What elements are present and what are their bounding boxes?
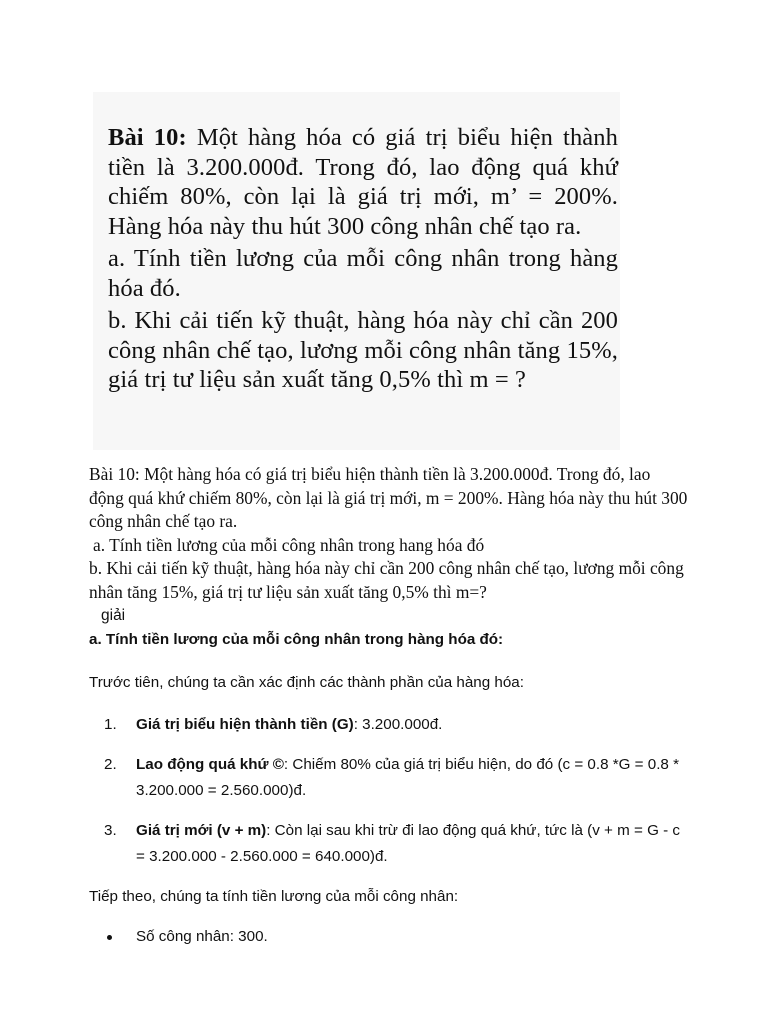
bullet-list <box>89 924 689 950</box>
list-item <box>89 818 689 870</box>
typed-problem <box>89 463 689 627</box>
list-text: : Chiếm 80% của giá trị biểu hiện, do đó (c = 0.8 *G = 0.8 * 3.200.000 = 2.560.000)đ. <box>136 756 680 799</box>
problem-part-b: b. Khi cải tiến kỹ thuật, hàng hóa này chỉ cần 200 công nhân chế tạo, lương mỗi công nhân tăng 15%, giá trị tư liệu sản xuất tăng 0,5% thì m = ? <box>108 307 618 393</box>
list-term: Giá trị biểu hiện thành tiền (G) <box>136 716 354 733</box>
problem-body: Một hàng hóa có giá trị biểu hiện thành tiền là 3.200.000đ. Trong đó, lao động quá khứ chiếm 80%, còn lại là giá trị mới, m’ = 200%. Hàng hóa này thu hút 300 công nhân chế tạo ra. <box>108 124 618 240</box>
solution-intro: Trước tiên, chúng ta cần xác định các thành phần của hàng hóa: <box>89 674 524 691</box>
list-item <box>89 752 689 804</box>
list-number: 1. <box>104 716 117 733</box>
problem-title: Bài 10: <box>108 124 187 151</box>
component-list <box>89 712 689 870</box>
solution-label: giải <box>101 606 126 624</box>
typed-part-a: a. Tính tiền lương của mỗi công nhân trong hang hóa đó <box>93 534 485 555</box>
bullet-text: Số công nhân: 300. <box>136 928 268 945</box>
list-term: Giá trị mới (v + m) <box>136 822 267 839</box>
typed-part-b: b. Khi cải tiến kỹ thuật, hàng hóa này chỉ cần 200 công nhân chế tạo, lương mỗi công nhân tăng 15%, giá trị tư liệu sản xuất tăng 0,5% thì m=? <box>89 558 684 602</box>
problem-part-a: a. Tính tiền lương của mỗi công nhân trong hàng hóa đó. <box>108 245 618 302</box>
list-number: 2. <box>104 756 117 773</box>
list-item <box>89 712 689 738</box>
typed-statement: Bài 10: Một hàng hóa có giá trị biểu hiện thành tiền là 3.200.000đ. Trong đó, lao động quá khứ chiếm 80%, còn lại là giá trị mới, m = 200%. Hàng hóa này thu hút 300 công nhân chế tạo ra. <box>89 464 688 532</box>
list-number: 3. <box>104 822 117 839</box>
solution <box>89 627 689 950</box>
problem-statement <box>108 123 618 241</box>
bullet-item <box>89 924 689 950</box>
bullet-dot-icon <box>107 935 112 940</box>
solution-next: Tiếp theo, chúng ta tính tiền lương của mỗi công nhân: <box>89 888 459 905</box>
problem-image-text <box>108 123 618 398</box>
solution-heading: a. Tính tiền lương của mỗi công nhân trong hàng hóa đó: <box>89 631 504 648</box>
list-term: Lao động quá khứ © <box>136 756 284 773</box>
list-text: : 3.200.000đ. <box>353 716 443 733</box>
list-text: : Còn lại sau khi trừ đi lao động quá khứ, tức là (v + m = G - c = 3.200.000 - 2.560.000 = 640.000)đ. <box>136 822 680 865</box>
